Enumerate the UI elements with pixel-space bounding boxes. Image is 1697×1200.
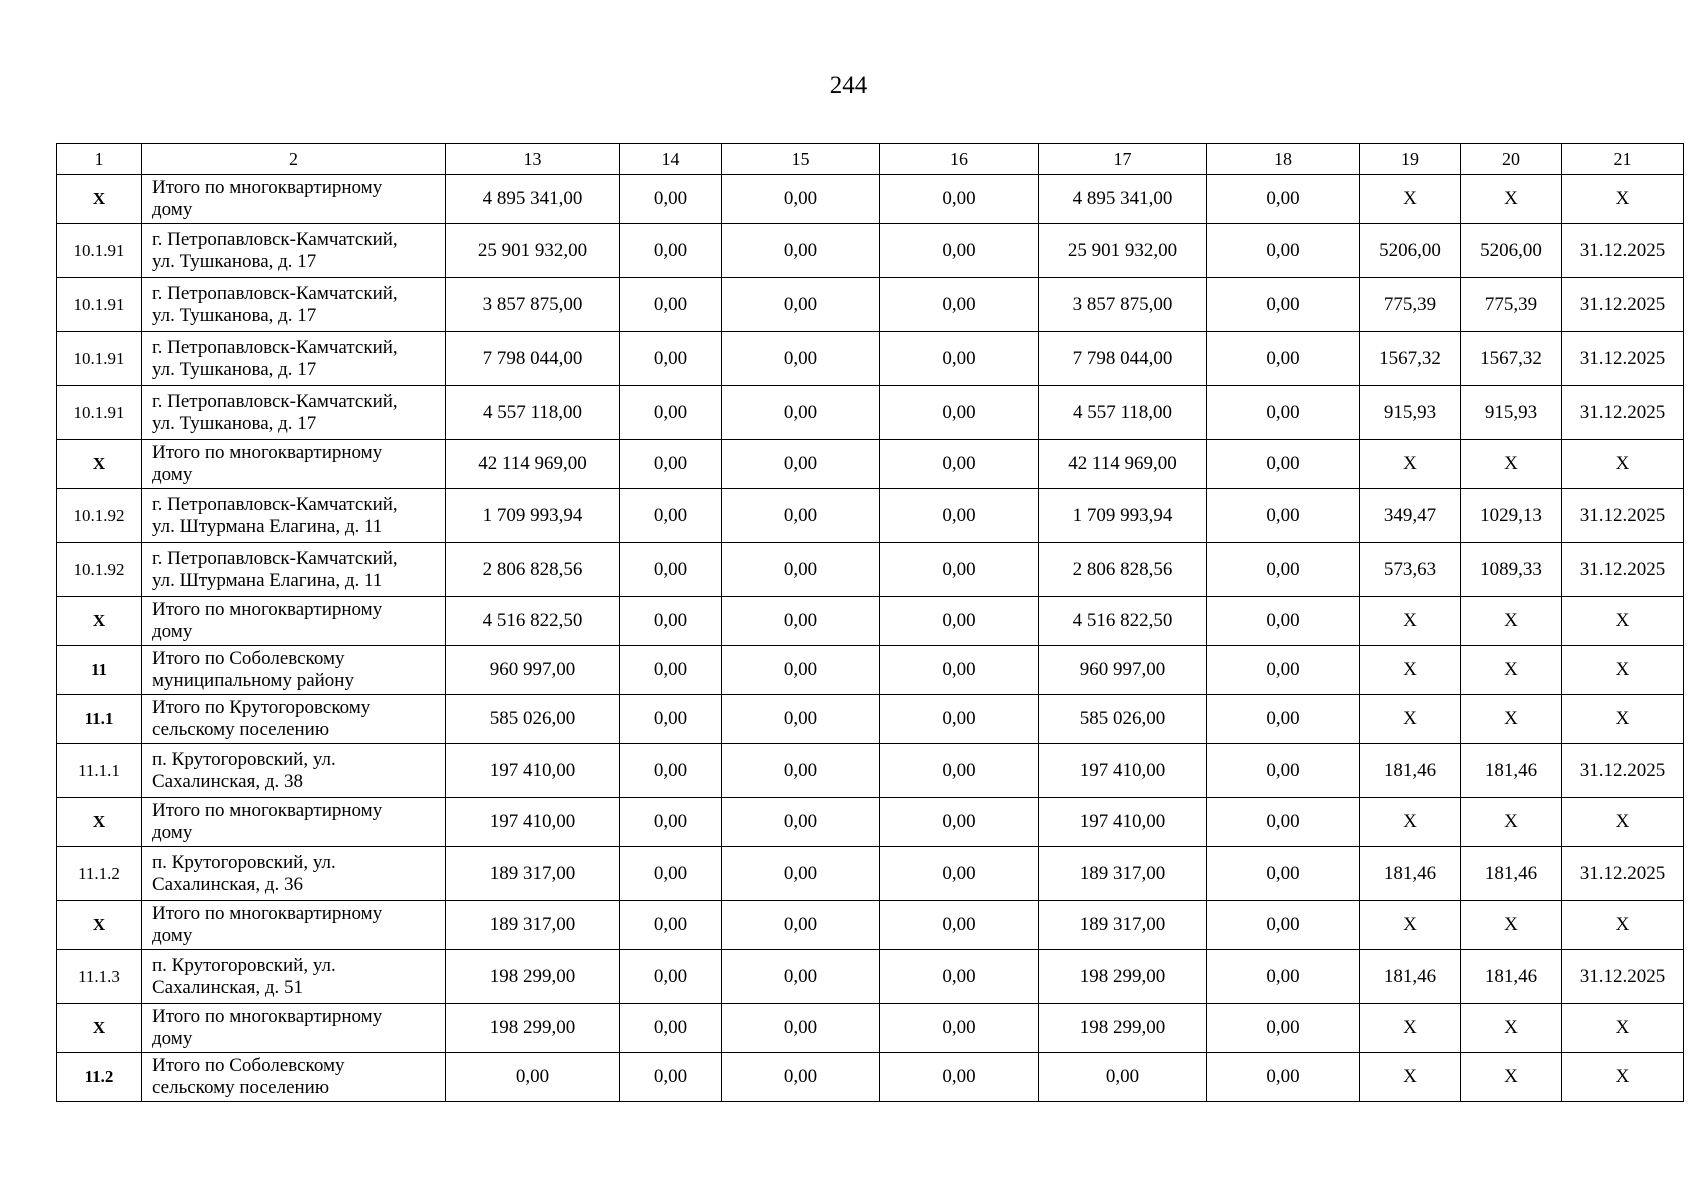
cell-15: 0,00 [722,798,880,847]
row-name-line-2: ул. Штурмана Елагина, д. 11 [152,515,383,537]
cell-17: 42 114 969,00 [1039,440,1207,489]
cell-13: 2 806 828,56 [446,543,620,597]
cell-14: 0,00 [620,950,722,1004]
subtotal-row [57,646,1684,695]
row-name [142,543,446,597]
cell-15: 0,00 [722,386,880,440]
cell-16: 0,00 [880,695,1039,744]
cell-16: 0,00 [880,278,1039,332]
cell-13: 42 114 969,00 [446,440,620,489]
row-name-line-1: г. Петропавловск-Камчатский, [152,547,398,569]
cell-13: 1 709 993,94 [446,489,620,543]
row-name [142,1004,446,1053]
row-name-line-2: сельскому поселению [152,1077,330,1098]
cell-17: 197 410,00 [1039,798,1207,847]
row-name-line-2: ул. Тушканова, д. 17 [152,358,317,380]
cell-20: X [1461,695,1562,744]
row-name-line-1: Итого по Крутогоровскому [152,697,371,718]
row-name [142,597,446,646]
row-name-line-2: дому [152,822,193,843]
row-name-line-2: ул. Тушканова, д. 17 [152,250,317,272]
header-cell: 2 [142,144,446,175]
subtotal-row [57,798,1684,847]
cell-17: 25 901 932,00 [1039,224,1207,278]
header-cell: 20 [1461,144,1562,175]
row-name-line-1: п. Крутогоровский, ул. [152,748,336,770]
cell-15: 0,00 [722,950,880,1004]
cell-17: 189 317,00 [1039,901,1207,950]
row-code: 10.1.91 [57,224,142,278]
cell-16: 0,00 [880,1004,1039,1053]
cell-19: 181,46 [1360,847,1461,901]
row-name-line-2: дому [152,1028,193,1049]
row-code: 11.1.2 [57,847,142,901]
cell-21: 31.12.2025 [1562,950,1684,1004]
cell-16: 0,00 [880,646,1039,695]
cell-16: 0,00 [880,1053,1039,1102]
cell-14: 0,00 [620,175,722,224]
cell-21: X [1562,646,1684,695]
cell-14: 0,00 [620,646,722,695]
cell-16: 0,00 [880,597,1039,646]
cell-21: 31.12.2025 [1562,489,1684,543]
cell-14: 0,00 [620,744,722,798]
cell-15: 0,00 [722,489,880,543]
row-name-line-2: ул. Тушканова, д. 17 [152,304,317,326]
cell-15: 0,00 [722,1053,880,1102]
cell-13: 198 299,00 [446,950,620,1004]
cell-21: X [1562,798,1684,847]
row-name [142,278,446,332]
cell-19: 915,93 [1360,386,1461,440]
data-table [56,143,1684,1102]
cell-14: 0,00 [620,695,722,744]
cell-18: 0,00 [1207,543,1360,597]
cell-17: 3 857 875,00 [1039,278,1207,332]
cell-15: 0,00 [722,646,880,695]
cell-18: 0,00 [1207,224,1360,278]
cell-14: 0,00 [620,332,722,386]
cell-20: 1567,32 [1461,332,1562,386]
cell-18: 0,00 [1207,489,1360,543]
cell-20: X [1461,798,1562,847]
row-code: 11.1 [57,695,142,744]
row-name-line-2: дому [152,621,193,642]
cell-19: 775,39 [1360,278,1461,332]
cell-17: 960 997,00 [1039,646,1207,695]
cell-15: 0,00 [722,543,880,597]
cell-20: 915,93 [1461,386,1562,440]
row-name-line-2: дому [152,199,193,220]
header-cell: 15 [722,144,880,175]
cell-13: 4 557 118,00 [446,386,620,440]
table-row [57,332,1684,386]
cell-13: 585 026,00 [446,695,620,744]
row-name-line-1: п. Крутогоровский, ул. [152,954,336,976]
cell-17: 7 798 044,00 [1039,332,1207,386]
cell-21: X [1562,1004,1684,1053]
cell-16: 0,00 [880,950,1039,1004]
row-code: X [57,440,142,489]
cell-15: 0,00 [722,440,880,489]
cell-14: 0,00 [620,798,722,847]
row-name [142,440,446,489]
row-code: X [57,175,142,224]
cell-19: X [1360,646,1461,695]
cell-17: 4 516 822,50 [1039,597,1207,646]
table-row [57,224,1684,278]
row-code: 10.1.91 [57,386,142,440]
cell-16: 0,00 [880,901,1039,950]
cell-17: 1 709 993,94 [1039,489,1207,543]
cell-17: 4 557 118,00 [1039,386,1207,440]
cell-15: 0,00 [722,332,880,386]
table-row [57,744,1684,798]
cell-21: 31.12.2025 [1562,278,1684,332]
cell-18: 0,00 [1207,646,1360,695]
row-code: 11 [57,646,142,695]
cell-15: 0,00 [722,744,880,798]
row-name [142,950,446,1004]
cell-16: 0,00 [880,798,1039,847]
cell-15: 0,00 [722,847,880,901]
cell-17: 198 299,00 [1039,950,1207,1004]
cell-20: X [1461,1004,1562,1053]
cell-16: 0,00 [880,175,1039,224]
row-name-line-2: ул. Штурмана Елагина, д. 11 [152,569,383,591]
cell-21: X [1562,901,1684,950]
cell-19: X [1360,440,1461,489]
cell-19: X [1360,798,1461,847]
row-code: 11.2 [57,1053,142,1102]
row-code: 10.1.92 [57,543,142,597]
cell-13: 3 857 875,00 [446,278,620,332]
cell-17: 198 299,00 [1039,1004,1207,1053]
row-code: X [57,901,142,950]
row-name [142,695,446,744]
row-name-line-1: Итого по многоквартирному [152,177,383,198]
cell-13: 960 997,00 [446,646,620,695]
cell-14: 0,00 [620,847,722,901]
header-cell: 17 [1039,144,1207,175]
row-name-line-2: Сахалинская, д. 51 [152,976,303,998]
row-name-line-2: сельскому поселению [152,719,330,740]
cell-13: 197 410,00 [446,744,620,798]
row-name [142,646,446,695]
cell-16: 0,00 [880,386,1039,440]
header-cell: 21 [1562,144,1684,175]
cell-18: 0,00 [1207,386,1360,440]
row-name-line-1: Итого по Соболевскому [152,648,345,669]
header-row [57,144,1684,175]
cell-13: 189 317,00 [446,847,620,901]
cell-13: 197 410,00 [446,798,620,847]
cell-20: 181,46 [1461,950,1562,1004]
row-name [142,224,446,278]
cell-17: 2 806 828,56 [1039,543,1207,597]
cell-20: 5206,00 [1461,224,1562,278]
cell-21: X [1562,440,1684,489]
cell-21: 31.12.2025 [1562,224,1684,278]
cell-19: 181,46 [1360,950,1461,1004]
cell-20: 775,39 [1461,278,1562,332]
cell-18: 0,00 [1207,440,1360,489]
row-name [142,332,446,386]
row-name-line-2: ул. Тушканова, д. 17 [152,412,317,434]
cell-17: 585 026,00 [1039,695,1207,744]
cell-21: 31.12.2025 [1562,332,1684,386]
cell-13: 4 516 822,50 [446,597,620,646]
cell-13: 4 895 341,00 [446,175,620,224]
cell-15: 0,00 [722,597,880,646]
cell-17: 197 410,00 [1039,744,1207,798]
row-name [142,386,446,440]
cell-19: 181,46 [1360,744,1461,798]
cell-20: 1089,33 [1461,543,1562,597]
cell-19: 573,63 [1360,543,1461,597]
cell-16: 0,00 [880,744,1039,798]
header-cell: 1 [57,144,142,175]
cell-21: 31.12.2025 [1562,386,1684,440]
row-name-line-2: Сахалинская, д. 38 [152,770,303,792]
row-name-line-1: Итого по многоквартирному [152,903,383,924]
cell-14: 0,00 [620,1053,722,1102]
row-name [142,798,446,847]
cell-17: 189 317,00 [1039,847,1207,901]
cell-20: 181,46 [1461,847,1562,901]
row-name-line-1: г. Петропавловск-Камчатский, [152,336,398,358]
cell-19: 5206,00 [1360,224,1461,278]
row-name [142,175,446,224]
subtotal-row [57,175,1684,224]
row-name [142,489,446,543]
header-cell: 19 [1360,144,1461,175]
cell-21: 31.12.2025 [1562,847,1684,901]
cell-14: 0,00 [620,224,722,278]
header-cell: 13 [446,144,620,175]
cell-14: 0,00 [620,440,722,489]
cell-15: 0,00 [722,901,880,950]
cell-14: 0,00 [620,543,722,597]
row-name-line-1: Итого по многоквартирному [152,599,383,620]
cell-16: 0,00 [880,332,1039,386]
cell-13: 0,00 [446,1053,620,1102]
row-name-line-1: г. Петропавловск-Камчатский, [152,493,398,515]
row-name [142,847,446,901]
cell-21: X [1562,597,1684,646]
cell-18: 0,00 [1207,847,1360,901]
cell-19: 1567,32 [1360,332,1461,386]
cell-15: 0,00 [722,175,880,224]
subtotal-row [57,1053,1684,1102]
cell-19: 349,47 [1360,489,1461,543]
row-name [142,744,446,798]
subtotal-row [57,440,1684,489]
cell-21: X [1562,175,1684,224]
cell-19: X [1360,1053,1461,1102]
row-code: X [57,1004,142,1053]
cell-19: X [1360,597,1461,646]
page-number: 244 [829,72,868,99]
cell-17: 0,00 [1039,1053,1207,1102]
cell-13: 25 901 932,00 [446,224,620,278]
cell-21: X [1562,695,1684,744]
cell-16: 0,00 [880,847,1039,901]
cell-18: 0,00 [1207,278,1360,332]
row-name [142,1053,446,1102]
cell-14: 0,00 [620,901,722,950]
row-name-line-1: Итого по Соболевскому [152,1055,345,1076]
cell-18: 0,00 [1207,950,1360,1004]
cell-16: 0,00 [880,543,1039,597]
cell-14: 0,00 [620,597,722,646]
cell-18: 0,00 [1207,798,1360,847]
cell-13: 198 299,00 [446,1004,620,1053]
cell-13: 7 798 044,00 [446,332,620,386]
cell-20: X [1461,901,1562,950]
row-name-line-1: г. Петропавловск-Камчатский, [152,282,398,304]
subtotal-row [57,695,1684,744]
cell-19: X [1360,175,1461,224]
row-name-line-1: Итого по многоквартирному [152,442,383,463]
cell-16: 0,00 [880,489,1039,543]
table-row [57,278,1684,332]
subtotal-row [57,1004,1684,1053]
row-name-line-2: дому [152,925,193,946]
row-name-line-2: Сахалинская, д. 36 [152,873,303,895]
row-code: 10.1.91 [57,278,142,332]
row-code: 10.1.92 [57,489,142,543]
cell-20: X [1461,175,1562,224]
cell-21: X [1562,1053,1684,1102]
cell-20: X [1461,646,1562,695]
row-name-line-1: Итого по многоквартирному [152,800,383,821]
subtotal-row [57,901,1684,950]
table-row [57,950,1684,1004]
cell-16: 0,00 [880,440,1039,489]
cell-18: 0,00 [1207,901,1360,950]
row-name-line-1: Итого по многоквартирному [152,1006,383,1027]
table-row [57,489,1684,543]
cell-16: 0,00 [880,224,1039,278]
cell-18: 0,00 [1207,695,1360,744]
cell-18: 0,00 [1207,1053,1360,1102]
cell-18: 0,00 [1207,332,1360,386]
cell-14: 0,00 [620,489,722,543]
row-code: 11.1.3 [57,950,142,1004]
cell-15: 0,00 [722,1004,880,1053]
cell-19: X [1360,1004,1461,1053]
row-name-line-1: г. Петропавловск-Камчатский, [152,228,398,250]
table-row [57,847,1684,901]
cell-14: 0,00 [620,386,722,440]
row-name-line-2: муниципальному району [152,670,354,691]
table-row [57,386,1684,440]
cell-21: 31.12.2025 [1562,543,1684,597]
cell-14: 0,00 [620,278,722,332]
cell-19: X [1360,901,1461,950]
row-name-line-1: п. Крутогоровский, ул. [152,851,336,873]
row-code: X [57,798,142,847]
row-name-line-2: дому [152,464,193,485]
cell-20: X [1461,597,1562,646]
cell-20: X [1461,440,1562,489]
table-row [57,543,1684,597]
cell-14: 0,00 [620,1004,722,1053]
cell-18: 0,00 [1207,175,1360,224]
cell-18: 0,00 [1207,597,1360,646]
cell-18: 0,00 [1207,1004,1360,1053]
header-cell: 16 [880,144,1039,175]
header-cell: 18 [1207,144,1360,175]
cell-20: X [1461,1053,1562,1102]
cell-20: 181,46 [1461,744,1562,798]
cell-15: 0,00 [722,695,880,744]
cell-20: 1029,13 [1461,489,1562,543]
row-code: X [57,597,142,646]
header-cell: 14 [620,144,722,175]
row-name-line-1: г. Петропавловск-Камчатский, [152,390,398,412]
cell-19: X [1360,695,1461,744]
row-code: 10.1.91 [57,332,142,386]
cell-15: 0,00 [722,224,880,278]
cell-18: 0,00 [1207,744,1360,798]
row-code: 11.1.1 [57,744,142,798]
subtotal-row [57,597,1684,646]
cell-15: 0,00 [722,278,880,332]
cell-17: 4 895 341,00 [1039,175,1207,224]
cell-21: 31.12.2025 [1562,744,1684,798]
row-name [142,901,446,950]
cell-13: 189 317,00 [446,901,620,950]
